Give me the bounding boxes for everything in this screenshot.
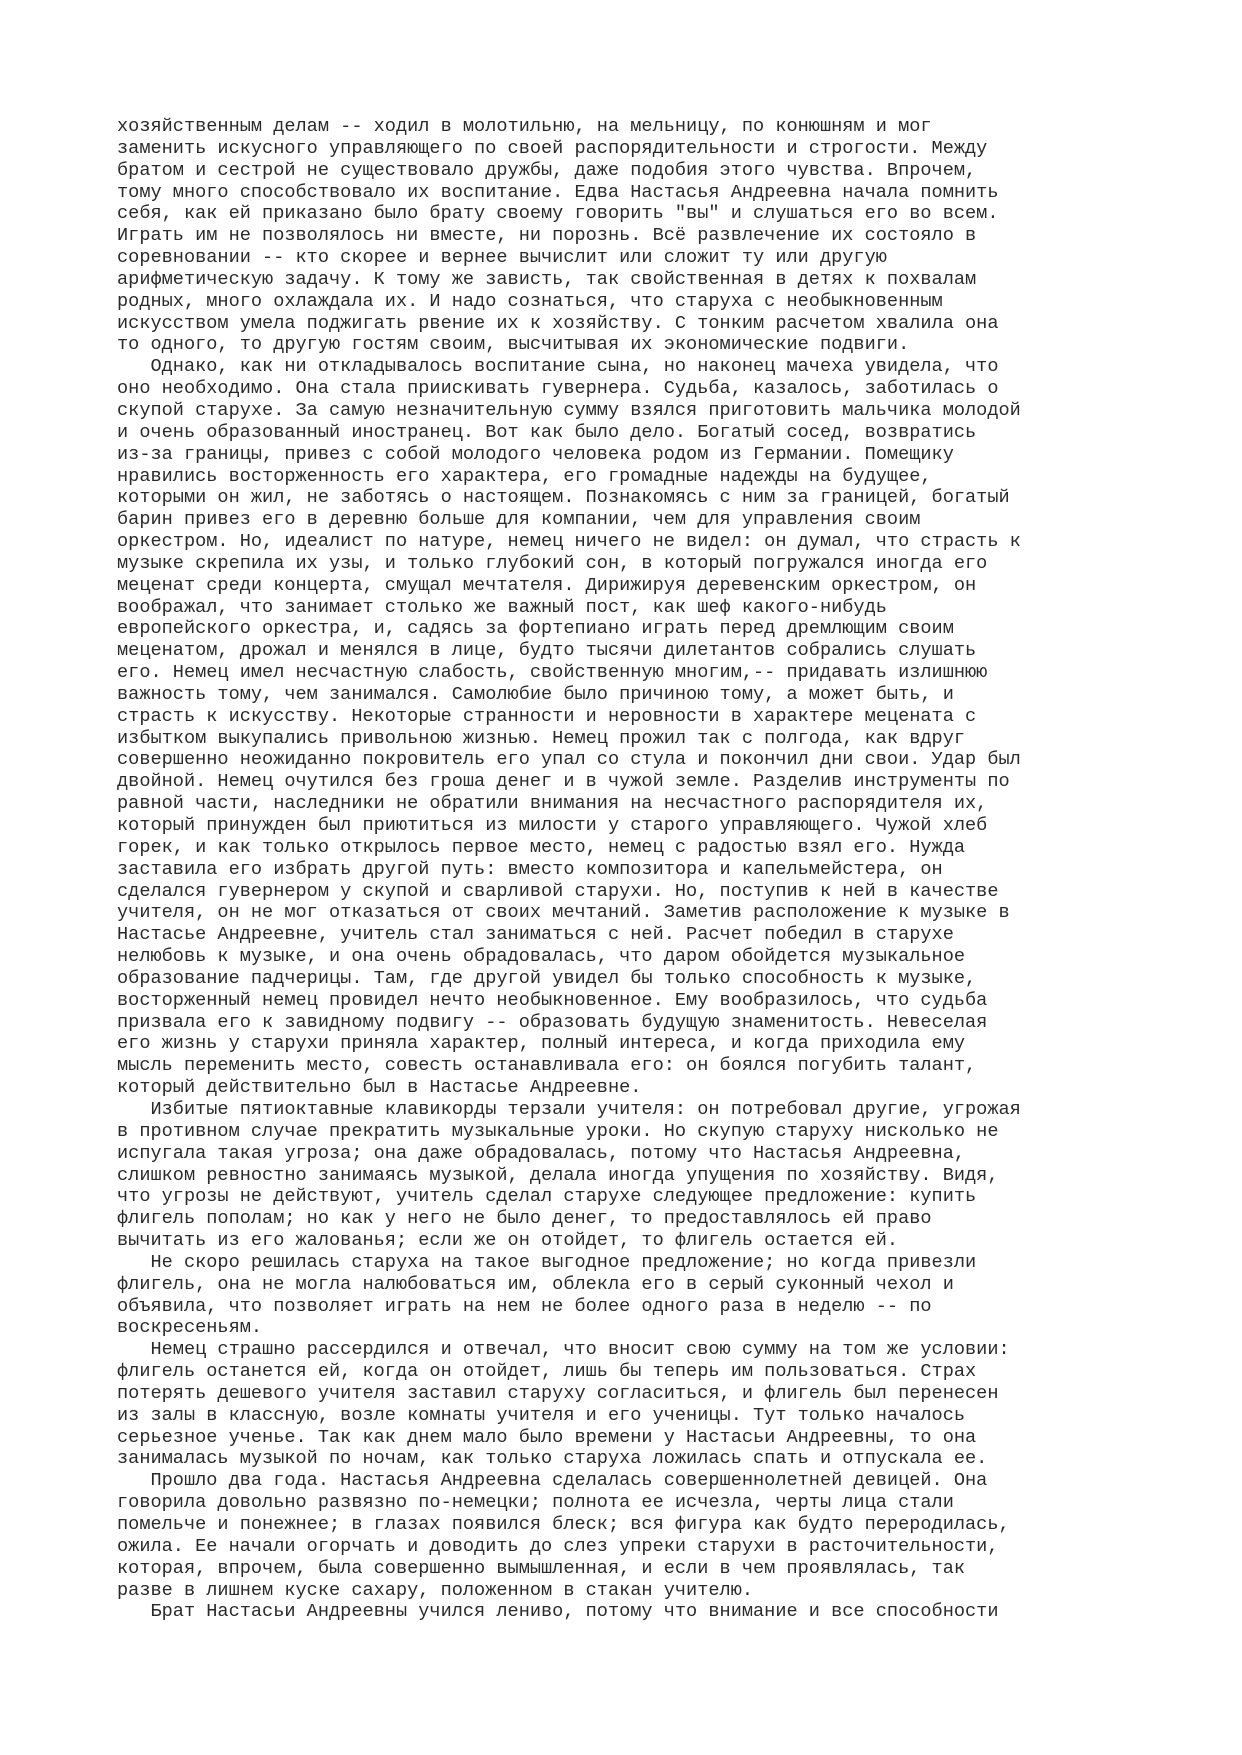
text-line: тому много способствовало их воспитание. Едва Настасья Андреевна начала помнить [117, 181, 999, 203]
text-line: хозяйственным делам -- ходил в молотильню, на мельницу, по конюшням и мог [117, 116, 932, 137]
text-line: восторженный немец провидел нечто необыкновенное. Ему вообразилось, что судьба [117, 989, 988, 1011]
text-line: слишком ревностно занимаясь музыкой, делала иногда упущения по хозяйству. Видя, [117, 1164, 999, 1186]
text-line: барин привез его в деревню больше для компании, чем для управления своим [117, 509, 921, 531]
text-line: помельче и понежнее; в глазах появился блеск; вся фигура как будто переродилась, [117, 1514, 1010, 1535]
text-line: Прошло два года. Настасья Андреевна сделалась совершеннолетней девицей. Она [117, 1470, 988, 1492]
document-page [117, 116, 1127, 1623]
text-line: равной части, наследники не обратили внимания на несчастного распорядителя их, [117, 793, 988, 815]
text-line: совершенно неожиданно покровитель его упал со стула и покончил дни свои. Удар был [117, 749, 1021, 771]
text-line: оно необходимо. Она стала приискивать гувернера. Судьба, казалось, заботилась о [117, 378, 999, 400]
text-line: искусством умела поджигать рвение их к хозяйству. С тонким расчетом хвалила она [117, 312, 999, 334]
text-line: испугала такая угроза; она даже обрадовалась, потому что Настасья Андреевна, [117, 1142, 966, 1164]
text-line: образование падчерицы. Там, где другой увидел бы только способность к музыке, [117, 967, 977, 989]
text-line: избытком выкупались привольною жизнью. Немец прожил так с полгода, как вдруг [117, 727, 966, 749]
text-line: себя, как ей приказано было брату своему говорить "вы" и слушаться его во всем. [117, 203, 999, 225]
text-line: важность тому, чем занимался. Самолюбие было причиною тому, а может быть, и [117, 683, 954, 705]
text-line: соревновании -- кто скорее и вернее вычислит или сложит ту или другую [117, 247, 887, 269]
text-line: воображал, что занимает столько же важный пост, как шеф какого-нибудь [117, 596, 887, 618]
text-line: воскресеньям. [117, 1317, 263, 1339]
text-line: европейского оркестра, и, садясь за фортепиано играть перед дремлющим своим [117, 618, 954, 640]
text-line: ожила. Ее начали огорчать и доводить до слез упреки старухи в расточительности, [117, 1535, 999, 1557]
text-line: арифметическую задачу. К тому же зависть, так свойственная в детях к похвалам [117, 268, 977, 290]
text-line: из залы в классную, возле комнаты учителя и его ученицы. Тут только началось [117, 1404, 966, 1426]
text-line: которыми он жил, не заботясь о настоящем. Познакомясь с ним за границей, богатый [117, 487, 1010, 509]
text-line: мысль переменить место, совесть останавливала его: он боялся погубить талант, [117, 1055, 977, 1077]
text-line: Избитые пятиоктавные клавикорды терзали учителя: он потребовал другие, угрожая [117, 1098, 1021, 1120]
text-line: Однако, как ни откладывалось воспитание сына, но наконец мачеха увидела, что [117, 356, 999, 378]
text-line: его жизнь у старухи приняла характер, полный интереса, и когда приходила ему [117, 1033, 966, 1055]
text-line: нравились восторженность его характера, его громадные надежды на будущее, [117, 465, 932, 487]
text-line: серьезное ученье. Так как днем мало было времени у Настасьи Андреевны, то она [117, 1426, 977, 1448]
text-line: меценатом, дрожал и менялся в лице, будто тысячи дилетантов собрались слушать [117, 640, 977, 662]
text-line: потерять дешевого учителя заставил старуху согласиться, и флигель был перенесен [117, 1382, 999, 1404]
text-line: Не скоро решилась старуха на такое выгодное предложение; но когда привезли [117, 1251, 977, 1273]
text-line: Брат Настасьи Андреевны учился лениво, потому что внимание и все способности [117, 1601, 999, 1623]
text-line: и очень образованный иностранец. Вот как было дело. Богатый сосед, возвратись [117, 421, 977, 443]
text-line: заставила его избрать другой путь: вместо композитора и капельмейстера, он [117, 858, 943, 880]
text-line: разве в лишнем куске сахару, положенном в стакан учителю. [117, 1579, 754, 1601]
text-line: флигель, она не могла налюбоваться им, облекла его в серый суконный чехол и [117, 1273, 954, 1295]
text-line: двойной. Немец очутился без гроша денег и в чужой земле. Разделив инструменты по [117, 771, 1010, 793]
text-line: флигель останется ей, когда он отойдет, лишь бы теперь им пользоваться. Страх [117, 1361, 977, 1383]
text-line: скупой старухе. За самую незначительную сумму взялся приготовить мальчика молодой [117, 399, 1021, 421]
text-line: из-за границы, привез с собой молодого человека родом из Германии. Помещику [117, 443, 954, 465]
text-line: нелюбовь к музыке, и она очень обрадовалась, что даром обойдется музыкальное [117, 946, 966, 968]
text-line: его. Немец имел несчастную слабость, свойственную многим,-- придавать излишнюю [117, 662, 988, 684]
text-line: который принужден был приютиться из милости у старого управляющего. Чужой хлеб [117, 815, 988, 836]
text-line: братом и сестрой не существовало дружбы, даже подобия этого чувства. Впрочем, [117, 159, 977, 181]
text-line: Настасье Андреевне, учитель стал заниматься с ней. Расчет победил в старухе [117, 924, 954, 946]
text-line: учителя, он не мог отказаться от своих мечтаний. Заметив расположение к музыке в [117, 902, 1010, 924]
text-line: вычитать из его жалованья; если же он отойдет, то флигель остается ей. [117, 1230, 899, 1252]
text-line: призвала его к завидному подвигу -- образовать будущую знаменитость. Невеселая [117, 1011, 988, 1033]
text-line: горек, и как только открылось первое место, немец с радостью взял его. Нужда [117, 836, 966, 858]
text-line: заменить искусного управляющего по своей распорядительности и строгости. Между [117, 137, 988, 159]
text-line: оркестром. Но, идеалист по натуре, немец ничего не видел: он думал, что страсть к [117, 531, 1021, 553]
text-line: что угрозы не действуют, учитель сделал старухе следующее предложение: купить [117, 1186, 977, 1208]
text-line: которая, впрочем, была совершенно вымышленная, и если в чем проявлялась, так [117, 1557, 966, 1579]
text-line: сделался гувернером у скупой и сварливой старухи. Но, поступив к ней в качестве [117, 880, 999, 902]
text-line: который действительно был в Настасье Андреевне. [117, 1077, 642, 1099]
text-line: Играть им не позволялось ни вместе, ни порознь. Всё развлечение их состояло в [117, 225, 977, 247]
text-line: флигель пополам; но как у него не было денег, то предоставлялось ей право [117, 1208, 932, 1230]
text-line: объявила, что позволяет играть на нем не более одного раза в неделю -- по [117, 1295, 932, 1317]
text-line: занималась музыкой по ночам, как только старуха ложилась спать и отпускала ее. [117, 1448, 988, 1470]
text-line: Немец страшно рассердился и отвечал, что вносит свою сумму на том же условии: [117, 1339, 1010, 1361]
text-line: говорила довольно развязно по-немецки; полнота ее исчезла, черты лица стали [117, 1492, 954, 1514]
text-line: музыке скрепила их узы, и только глубокий сон, в который погружался иногда его [117, 552, 988, 574]
text-line: меценат среди концерта, смущал мечтателя. Дирижируя деревенским оркестром, он [117, 574, 977, 596]
text-line: то одного, то другую гостям своим, высчитывая их экономические подвиги. [117, 334, 910, 356]
text-line: страсть к искусству. Некоторые странности и неровности в характере мецената с [117, 705, 977, 727]
text-line: в противном случае прекратить музыкальные уроки. Но скупую старуху нисколько не [117, 1120, 999, 1142]
text-line: родных, много охлаждала их. И надо сознаться, что старуха с необыкновенным [117, 290, 943, 312]
